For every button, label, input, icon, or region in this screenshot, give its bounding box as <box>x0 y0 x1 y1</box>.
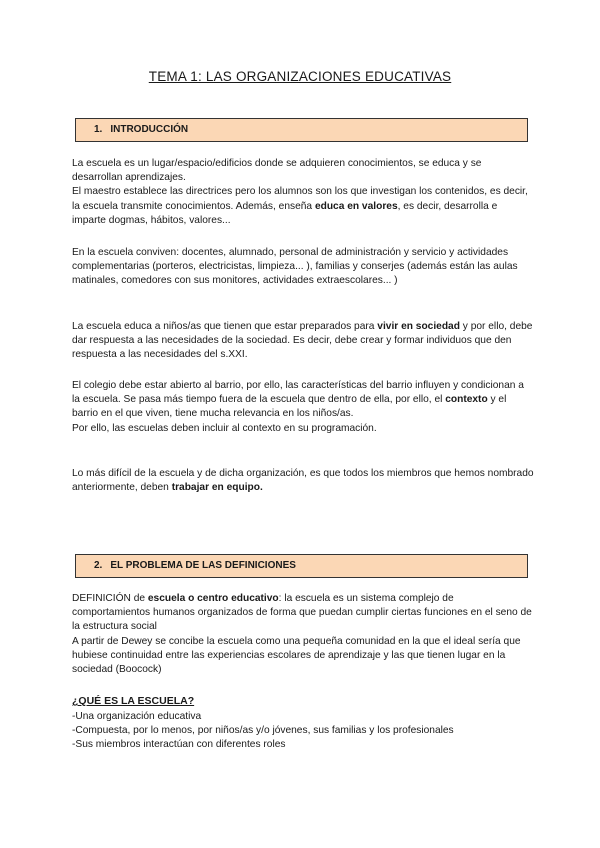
text-run: DEFINICIÓN de <box>72 593 148 604</box>
section-number: 1. <box>94 124 103 135</box>
section-title: EL PROBLEMA DE LAS DEFINICIONES <box>110 560 296 571</box>
text-run: : la escuela es un sistema complejo de comportamientos humanos organizados de forma que puedan cumplir ciertas funciones en el seno de la estructura social <box>72 593 532 633</box>
intro-sentence-1: La escuela es un lugar/espacio/edificios donde se adquieren conocimientos, se educa y se desarrollan aprendizajes. <box>72 158 482 184</box>
definition-text <box>72 592 534 635</box>
text-run: y por ello, debe dar respuesta a las necesidades de la sociedad. Es decir, debe crear y formar individuos que den respuesta a las necesidades del s.XXI. <box>72 321 533 361</box>
intro-paragraph-3 <box>72 320 534 363</box>
text-run: El maestro establece las directrices pero los alumnos son los que investigan los contenidos, es decir, la escuela transmite conocimientos. Además, enseña <box>72 186 528 212</box>
list-item: -Sus miembros interactúan con diferentes roles <box>72 739 286 751</box>
subheading-que-es-la-escuela: ¿QUÉ ES LA ESCUELA? <box>72 695 195 707</box>
bold-text: educa en valores <box>314 200 398 212</box>
document-title: TEMA 1: LAS ORGANIZACIONES EDUCATIVAS <box>148 69 452 84</box>
definition-paragraph <box>72 592 534 677</box>
section-title: INTRODUCCIÓN <box>110 124 189 135</box>
dewey-text: A partir de Dewey se concibe la escuela como una pequeña comunidad en la que el ideal sería que hubiese continuidad entre las experiencias escolares de aprendizaje y las que tienen lugar en la sociedad (Boocock) <box>72 635 521 676</box>
bold-text: escuela o centro educativo <box>147 593 279 604</box>
intro-sentence <box>72 379 534 422</box>
escuela-list <box>72 710 454 753</box>
bold-text: trabajar en equipo. <box>171 482 263 494</box>
bold-text: contexto <box>445 394 488 406</box>
section-heading-definiciones <box>75 554 528 578</box>
intro-paragraph-4 <box>72 379 534 436</box>
intro-sentence: Por ello, las escuelas deben incluir al contexto en su programación. <box>72 422 377 434</box>
text-run: , es decir, desarrolla e imparte dogmas, hábitos, valores... <box>72 200 498 226</box>
text-run: La escuela educa a niños/as que tienen que estar preparados para <box>72 321 378 332</box>
list-item: -Compuesta, por lo menos, por niños/as y/o jóvenes, sus familias y los profesionales <box>72 725 454 737</box>
text-run: Lo más difícil de la escuela y de dicha organización, es que todos los miembros que hemos nombrado anteriormente, deben <box>72 468 534 494</box>
intro-paragraph-2: En la escuela conviven: docentes, alumnado, personal de administración y servicio y actividades complementarias (porteros, electricistas, limpieza... ), familias y conserjes (además están las aulas matinales, comedores con sus monitores, actividades extraescolares... ) <box>72 247 518 287</box>
text-run: y el barrio en el que viven, tiene mucha relevancia en los niños/as. <box>72 394 507 420</box>
intro-sentence-2 <box>72 185 534 228</box>
intro-paragraph-1 <box>72 157 534 228</box>
bold-text: vivir en sociedad <box>377 321 460 332</box>
section-number: 2. <box>94 560 103 571</box>
text-run: El colegio debe estar abierto al barrio, por ello, las características del barrio influyen y condicionan a la escuela. Se pasa más tiempo fuera de la escuela que dentro de ella, por ello, el <box>72 380 524 406</box>
section-heading-introduccion <box>75 118 528 142</box>
list-item: -Una organización educativa <box>72 711 202 722</box>
intro-paragraph-5 <box>72 467 534 495</box>
